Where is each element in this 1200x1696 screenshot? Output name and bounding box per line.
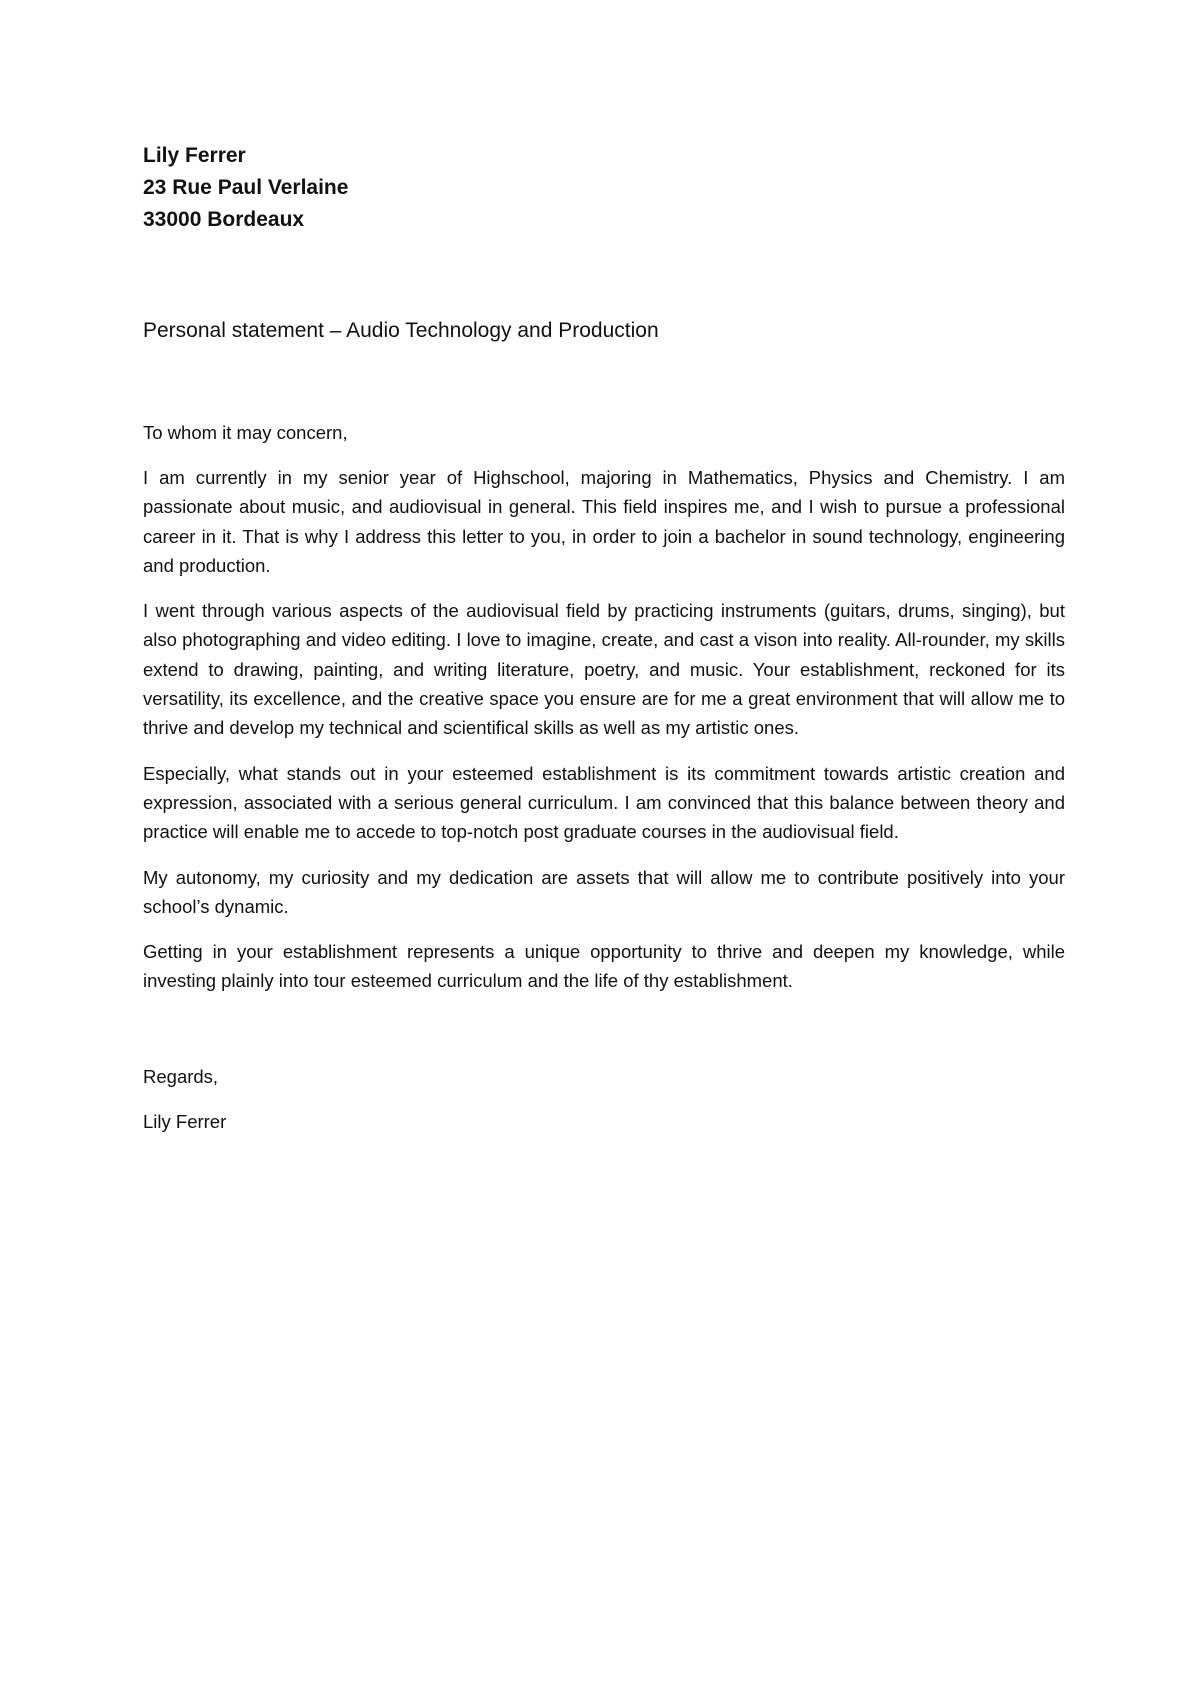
sender-address-block	[143, 140, 1065, 236]
paragraph-1: I am currently in my senior year of Highschool, majoring in Mathematics, Physics and Chemistry. I am passionate about music, and audiovisual in general. This field inspires me, and I wish to pursue a professional career in it. That is why I address this letter to you, in order to join a bachelor in sound technology, engineering and production.	[143, 467, 1065, 576]
letter-salutation: To whom it may concern,	[143, 422, 348, 443]
paragraph-3: Especially, what stands out in your esteemed establishment is its commitment towards artistic creation and expression, associated with a serious general curriculum. I am convinced that this balance between theory and practice will enable me to accede to top-notch post graduate courses in the audiovisual field.	[143, 762, 1065, 843]
paragraph-5: Getting in your establishment represents a unique opportunity to thrive and deepen my knowledge, while investing plainly into tour esteemed curriculum and the life of thy establishment.	[143, 941, 1065, 992]
letter-closing: Regards,	[143, 1065, 219, 1087]
letter-signature: Lily Ferrer	[143, 1110, 227, 1132]
paragraph-2: I went through various aspects of the audiovisual field by practicing instruments (guitars, drums, singing), but also photographing and video editing. I love to imagine, create, and cast a vison into reality. All-rounder, my skills extend to drawing, painting, and writing literature, poetry, and music. Your establishment, reckoned for its versatility, its excellence, and the creative space you ensure are for me a great environment that will allow me to thrive and develop my technical and scientifical skills as well as my artistic ones.	[143, 600, 1065, 739]
letter-body	[143, 140, 1065, 1136]
sender-city: 33000 Bordeaux	[143, 208, 305, 231]
sender-name: Lily Ferrer	[143, 144, 246, 167]
sender-street: 23 Rue Paul Verlaine	[143, 176, 349, 199]
letter-subject: Personal statement – Audio Technology and Production	[143, 319, 659, 342]
paragraph-4: My autonomy, my curiosity and my dedication are assets that will allow me to contribute positively into your school’s dynamic.	[143, 866, 1065, 917]
